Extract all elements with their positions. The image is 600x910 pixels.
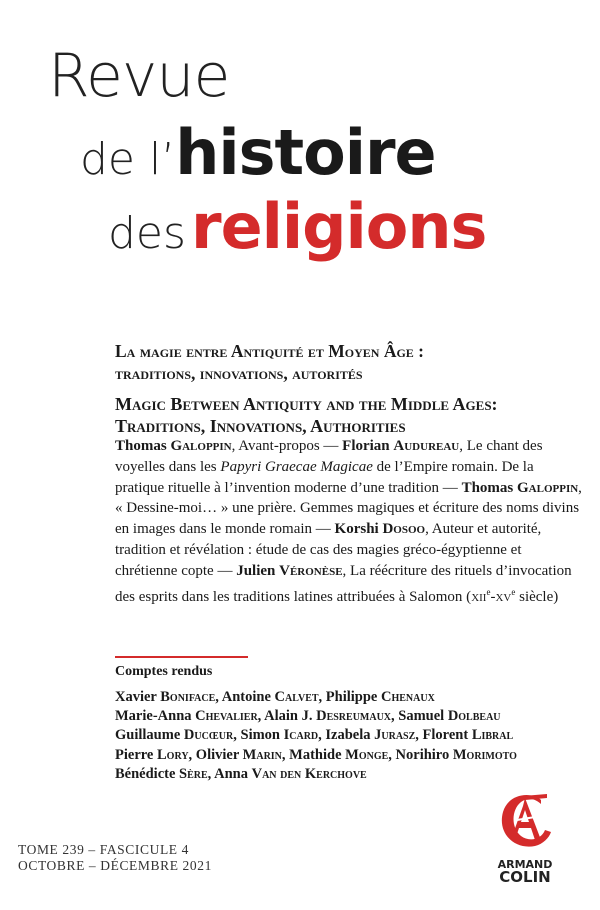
article-title: , Le chant des voyelles dans les [115, 438, 543, 475]
title-histoire: histoire [175, 116, 436, 189]
author-last: Véronèse [279, 562, 343, 579]
century-dash: - [490, 588, 496, 605]
author-last: Galoppin [517, 479, 579, 496]
century-numeral: xii [471, 588, 487, 605]
reviews-line: Guillaume Ducœur, Simon Icard, Izabela Jurasz, Florent Libral [115, 727, 514, 744]
author-first: Florian [342, 438, 390, 454]
reviewer-name: Izabela Jurasz [325, 727, 416, 744]
reviewer-name: Marie-Anna Chevalier [115, 708, 258, 725]
publisher-logo [488, 790, 562, 885]
author-first: Korshi [334, 521, 379, 538]
author-first: Thomas [461, 479, 514, 496]
author-first: Thomas [115, 438, 167, 454]
table-of-contents [115, 436, 585, 607]
reviews-line: Bénédicte Sère, Anna Van den Kerchove [115, 765, 367, 782]
journal-title-line3 [108, 190, 487, 263]
author-last: Dosoo [382, 521, 426, 538]
title-religions: religions [191, 190, 487, 263]
journal-title-line2 [80, 116, 436, 189]
reviewer-name: Olivier Marin [195, 746, 282, 763]
article-title: , Avant-propos — [231, 438, 343, 454]
publisher-name-line1: ARMAND [497, 858, 553, 871]
century-sup: e [511, 586, 516, 597]
author-last: Galoppin [170, 438, 232, 454]
issue-title-fr-line2: traditions, innovations, autorités [115, 363, 363, 383]
article-title-italic: Papyri Graecae Magicae [220, 458, 373, 475]
issue-title-fr-line1: La magie entre Antiquité et Moyen Âge : [115, 341, 424, 361]
article-title: de l’Empire romain. De la pratique rituelle à l’invention moderne d’une tradition — [115, 458, 534, 496]
century-sup: e [486, 586, 491, 597]
issue-title-en [115, 393, 498, 437]
section-divider [115, 656, 248, 658]
issue-title-en-line2: Traditions, Innovations, Authorities [115, 416, 406, 436]
reviews-line: Xavier Boniface, Antoine Calvet, Philippe Chenaux [115, 689, 435, 705]
reviews-line: Pierre Lory, Olivier Marin, Mathide Monge, Norihiro Morimoto [115, 746, 517, 763]
publisher-name-line2: COLIN [499, 868, 551, 886]
reviewer-name: Philippe Chenaux [325, 689, 435, 705]
armand-colin-emblem-icon [495, 790, 555, 852]
journal-title-revue: Revue [48, 41, 230, 111]
reviewer-name: Samuel Dolbeau [398, 708, 501, 725]
author-last: Audureau [393, 438, 460, 454]
title-des: des [108, 208, 186, 259]
reviewer-name: Anna Van den Kerchove [214, 765, 367, 782]
article-title: siècle) [515, 588, 559, 605]
reviewer-name: Norihiro Morimoto [395, 746, 517, 763]
issue-info [18, 842, 212, 874]
reviewer-name: Guillaume Ducœur [115, 727, 234, 744]
reviewer-name: Mathide Monge [289, 746, 389, 763]
reviews-authors [115, 688, 517, 784]
reviews-label: Comptes rendus [115, 664, 213, 679]
issue-date: OCTOBRE – DÉCEMBRE 2021 [18, 858, 212, 873]
issue-title-fr [115, 340, 424, 384]
reviewer-name: Antoine Calvet [221, 689, 319, 705]
reviewer-name: Xavier Boniface [115, 689, 216, 705]
reviewer-name: Pierre Lory [115, 746, 189, 763]
issue-title-en-line1: Magic Between Antiquity and the Middle Ages: [115, 394, 498, 414]
reviews-line: Marie-Anna Chevalier, Alain J. Desreumaux, Samuel Dolbeau [115, 708, 501, 725]
reviewer-name: Simon Icard [240, 727, 319, 744]
reviewer-name: Bénédicte Sère [115, 765, 208, 782]
reviewer-name: Alain J. Desreumaux [264, 708, 392, 725]
article-title: , Auteur et autorité, tradition et révélation : étude de cas des magies gréco-égyptienne et chrétienne copte — [115, 521, 542, 579]
article-title: , La réécriture des rituels d’invocation des esprits dans les traditions latines attribuées à Salomon ( [115, 562, 572, 605]
issue-volume: TOME 239 – FASCICULE 4 [18, 842, 189, 857]
author-first: Julien [236, 562, 276, 579]
article-title: , « Dessine-moi… » une prière. Gemmes magiques et écriture des noms divins en images dans le monde romain — [115, 479, 582, 538]
century-numeral: xv [495, 588, 512, 605]
title-de-l: de l’ [80, 134, 176, 185]
reviewer-name: Florent Libral [422, 727, 514, 744]
